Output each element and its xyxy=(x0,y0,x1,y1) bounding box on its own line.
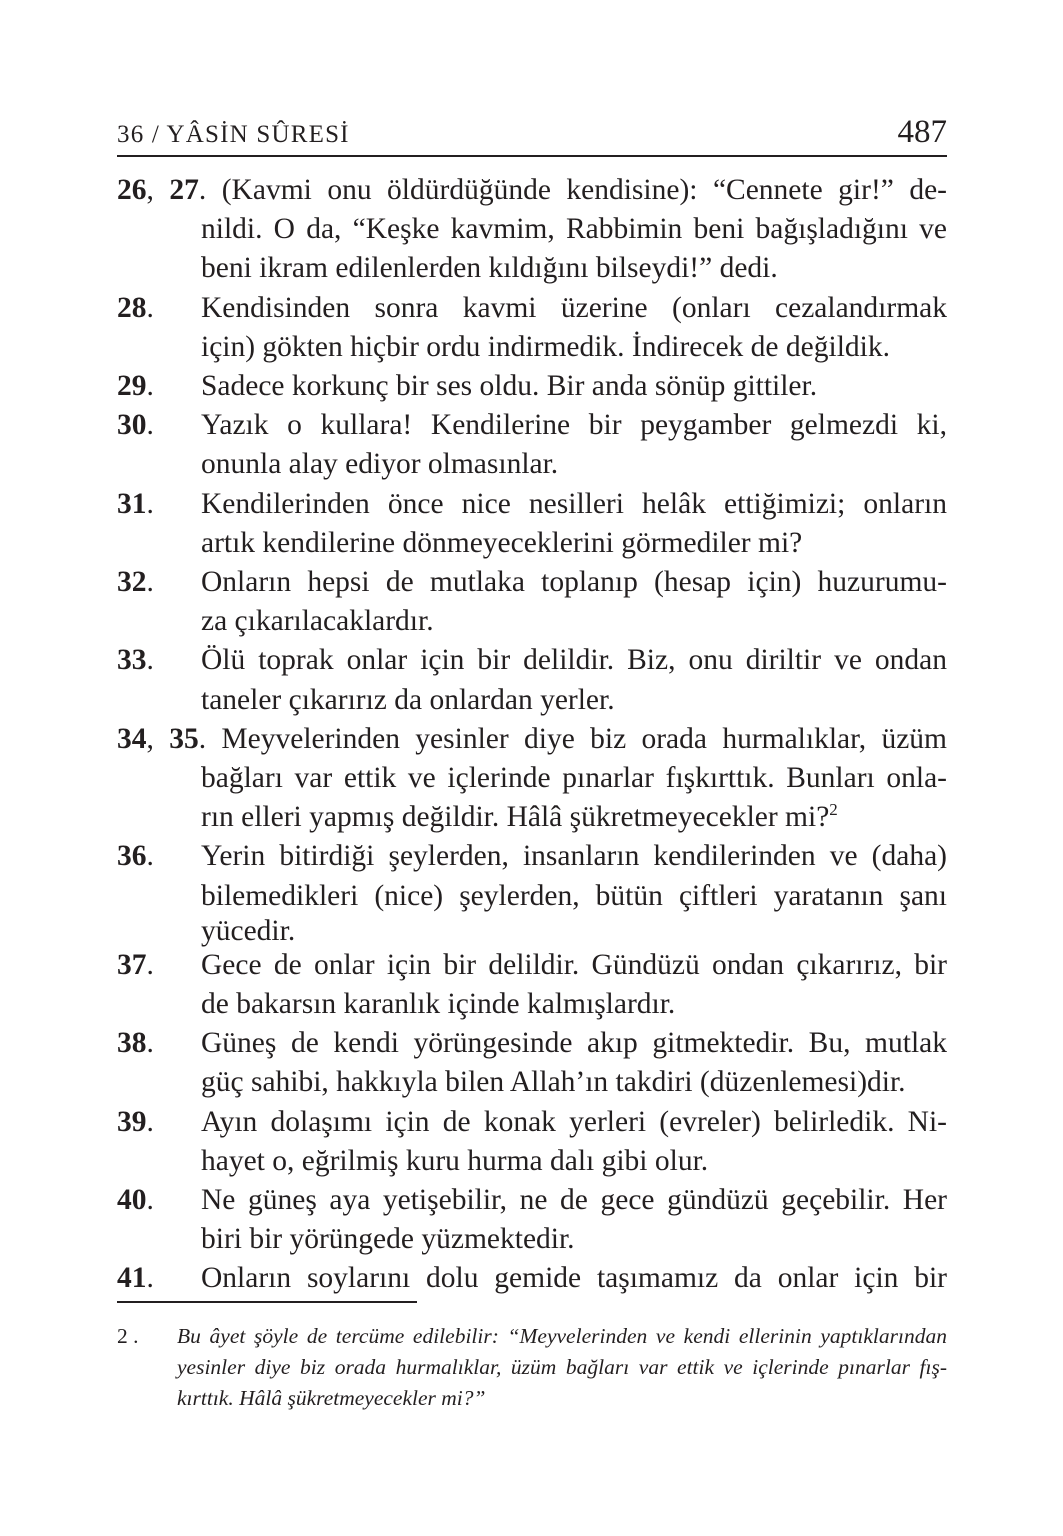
verse-40 xyxy=(117,1181,947,1259)
verse-34-35 xyxy=(117,720,947,838)
verse-29 xyxy=(117,367,947,406)
verse-line: 26, 27. (Kavmi onu öldürdüğünde kendisine): “Cennete gir!” de- xyxy=(117,174,948,206)
verse-line: artık kendilerine dönmeyeceklerini görmediler mi? xyxy=(201,526,803,559)
verse-number: 36. xyxy=(117,840,154,873)
verse-30 xyxy=(117,406,947,484)
verse-line: Kendilerinden önce nice nesilleri helâk ettiğimizi; onların xyxy=(201,487,947,520)
page-header xyxy=(117,110,947,157)
verse-37 xyxy=(117,946,947,1024)
verse-33 xyxy=(117,641,947,719)
verse-36 xyxy=(117,837,947,945)
verse-number: 27 xyxy=(169,174,199,206)
verse-number: 39. xyxy=(117,1105,154,1138)
verse-line: Güneş de kendi yörüngesinde akıp gitmektedir. Bu, mutlak xyxy=(201,1027,947,1060)
verse-line: rın elleri yapmış değildir. Hâlâ şükretmeyecekler mi?$^2$ xyxy=(201,800,838,834)
verse-line: Onların soylarını dolu gemide taşımamız da onlar için bir xyxy=(201,1262,947,1295)
verse-number: 34 xyxy=(117,722,147,755)
footnote-line: Bu âyet şöyle de tercüme edilebilir: “Meyvelerinden ve kendi ellerinin yaptıklarından xyxy=(177,1323,947,1348)
verse-list xyxy=(117,171,947,1299)
verse-number: 35 xyxy=(169,722,199,755)
verse-number: 28. xyxy=(117,291,154,324)
verse-number: 30. xyxy=(117,409,154,442)
page-number: 487 xyxy=(897,114,947,150)
verse-41 xyxy=(117,1259,947,1298)
verse-line: 34, 35. Meyvelerinden yesinler diye biz orada hurmalıklar, üzüm xyxy=(117,722,947,755)
verse-number: 40. xyxy=(117,1184,154,1217)
verse-line: Yazık o kullara! Kendilerine bir peygamber gelmezdi ki, xyxy=(201,409,947,442)
footnote-line: kırttık. Hâlâ şükretmeyecekler mi?” xyxy=(177,1385,486,1410)
verse-line: güç sahibi, hakkıyla bilen Allah’ın takdiri (düzenlemesi)dir. xyxy=(201,1066,906,1099)
verse-line: za çıkarılacaklardır. xyxy=(201,605,434,638)
footnote-line: yesinler diye biz orada hurmalıklar, üzüm bağları var ettik ve içlerinde pınarlar fış- xyxy=(177,1354,947,1379)
verse-line: onunla alay ediyor olmasınlar. xyxy=(201,448,559,481)
verse-number: 29. xyxy=(117,370,154,403)
verse-line: yücedir. xyxy=(201,914,296,947)
footnote-separator xyxy=(117,1301,417,1303)
verse-line: Gece de onlar için bir delildir. Gündüzü ondan çıkarırız, bir xyxy=(201,948,947,981)
verse-line: Ölü toprak onlar için bir delildir. Biz, onu diriltir ve ondan xyxy=(201,644,947,677)
verse-number: 37. xyxy=(117,948,154,981)
verse-line: Ayın dolaşımı için de konak yerleri (evreler) belirledik. Ni- xyxy=(201,1105,947,1138)
verse-line: Kendisinden sonra kavmi üzerine (onları cezalandırmak xyxy=(201,291,947,324)
verse-line: nildi. O da, “Keşke kavmim, Rabbimin beni bağışladığını ve xyxy=(201,213,947,246)
verse-line: taneler çıkarırız da onlardan yerler. xyxy=(201,683,615,716)
verse-39 xyxy=(117,1103,947,1181)
verse-line: Ne güneş aya yetişebilir, ne de gece gündüzü geçebilir. Her xyxy=(201,1184,947,1217)
verse-line: Onların hepsi de mutlaka toplanıp (hesap için) huzurumu- xyxy=(201,566,947,599)
verse-line: Yerin bitirdiği şeylerden, insanların kendilerinden ve (daha) xyxy=(201,840,947,873)
verse-line: hayet o, eğrilmiş kuru hurma dalı gibi olur. xyxy=(201,1144,709,1177)
verse-38 xyxy=(117,1024,947,1102)
verse-32 xyxy=(117,563,947,641)
verse-31 xyxy=(117,485,947,563)
verse-line: de bakarsın karanlık içinde kalmışlardır. xyxy=(201,988,676,1021)
verse-line: bağları var ettik ve içlerinde pınarlar fışkırttık. Bunları onla- xyxy=(201,762,947,795)
footnote-ref: 2 xyxy=(829,800,838,820)
footnote-number: 2 . xyxy=(117,1323,139,1348)
footnote xyxy=(117,1321,947,1414)
verse-number: 38. xyxy=(117,1027,154,1060)
running-head: 36 / YÂSİN SÛRESİ xyxy=(117,121,350,148)
verse-number: 31. xyxy=(117,487,154,520)
verse-line: beni ikram edilenlerden kıldığını bilseydi!” dedi. xyxy=(201,252,778,285)
verse-line: Sadece korkunç bir ses oldu. Bir anda sönüp gittiler. xyxy=(201,370,818,403)
verse-number: 26 xyxy=(117,174,147,206)
verse-28 xyxy=(117,289,947,367)
verse-number: 33. xyxy=(117,644,154,677)
verse-line: biri bir yörüngede yüzmektedir. xyxy=(201,1223,575,1256)
verse-number: 41. xyxy=(117,1262,154,1295)
verse-number: 32. xyxy=(117,566,154,599)
verse-26-27 xyxy=(117,171,947,289)
verse-line: bilemedikleri (nice) şeylerden, bütün çiftleri yaratanın şanı xyxy=(201,879,947,912)
verse-line: için) gökten hiçbir ordu indirmedik. İndirecek de değildik. xyxy=(201,330,890,363)
book-page xyxy=(117,110,947,1414)
